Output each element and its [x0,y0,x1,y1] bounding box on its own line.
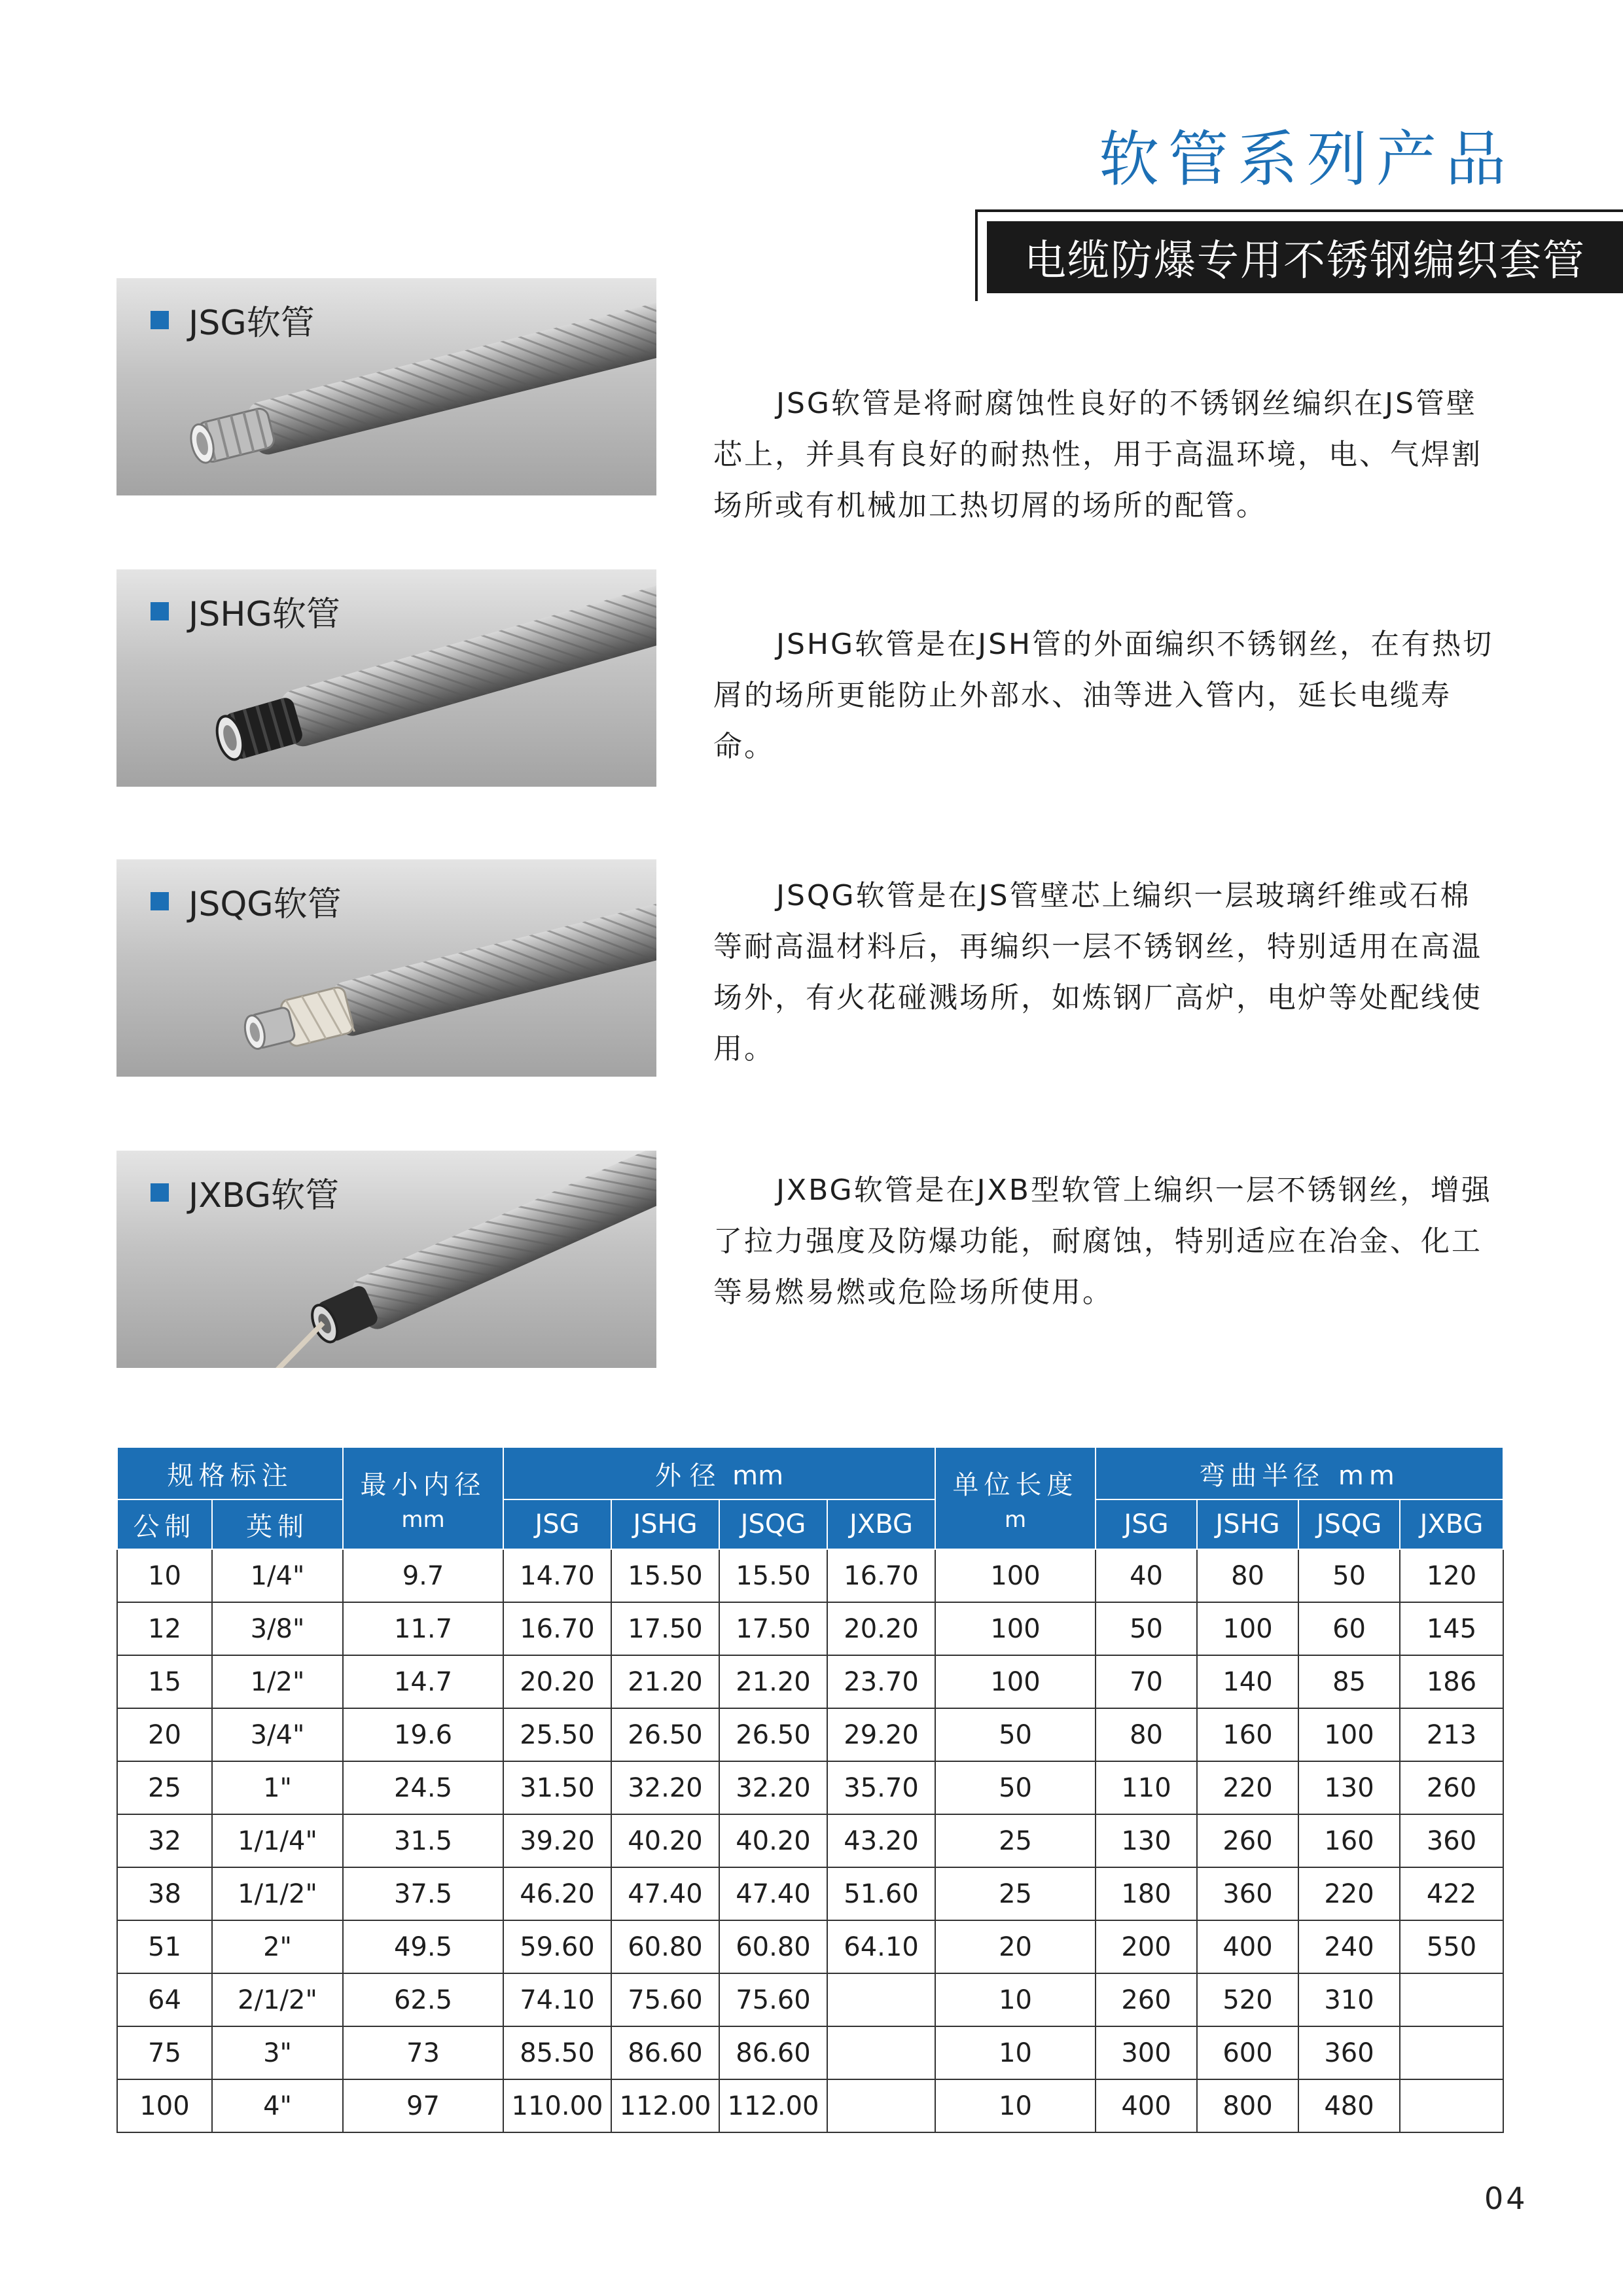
cell-imperial: 2" [212,1920,343,1973]
cell-outer-jsg: 59.60 [503,1920,611,1973]
header-bend-jxbg: JXBG [1400,1499,1503,1549]
product-photo-jshg [116,569,656,787]
cell-bend-jshg: 600 [1197,2026,1298,2079]
header-outer-jsg: JSG [503,1499,611,1549]
header-imperial: 英制 [212,1499,343,1549]
cell-imperial: 3/4" [212,1708,343,1761]
cell-bend-jsqg: 85 [1298,1655,1400,1708]
header-bend-jsqg: JSQG [1298,1499,1400,1549]
cell-bend-jshg: 80 [1197,1549,1298,1602]
cell-outer-jsg: 16.70 [503,1602,611,1655]
cell-min-inner: 62.5 [343,1973,503,2026]
cell-bend-jsg: 80 [1096,1708,1197,1761]
header-outer-diameter: 外 径 mm [503,1447,935,1499]
cell-bend-jsg: 300 [1096,2026,1197,2079]
header-bend-jsg: JSG [1096,1499,1197,1549]
cell-unit-length: 50 [935,1708,1096,1761]
cell-metric: 51 [117,1920,212,1973]
cell-min-inner: 73 [343,2026,503,2079]
product-jsqg [116,859,656,1077]
header-min-inner-unit: mm [401,1506,445,1533]
header-bend-radius: 弯曲半径 mm [1096,1447,1503,1499]
cell-bend-jsg: 70 [1096,1655,1197,1708]
table-row [117,1920,1503,1973]
cell-unit-length: 20 [935,1920,1096,1973]
cell-min-inner: 97 [343,2079,503,2132]
spec-table-body [117,1549,1503,2132]
cell-outer-jshg: 86.60 [611,2026,719,2079]
cell-unit-length: 100 [935,1602,1096,1655]
cell-unit-length: 50 [935,1761,1096,1814]
cell-outer-jxbg: 64.10 [827,1920,935,1973]
cell-bend-jxbg: 145 [1400,1602,1503,1655]
cell-bend-jsg: 260 [1096,1973,1197,2026]
cell-outer-jshg: 15.50 [611,1549,719,1602]
product-jxbg [116,1151,656,1368]
page-title: 软管系列产品 [1098,124,1515,194]
cell-bend-jshg: 360 [1197,1867,1298,1920]
cell-metric: 100 [117,2079,212,2132]
cell-outer-jsg: 74.10 [503,1973,611,2026]
cell-outer-jsqg: 40.20 [719,1814,827,1867]
cell-metric: 38 [117,1867,212,1920]
header-outer-jsqg: JSQG [719,1499,827,1549]
cell-outer-jsg: 31.50 [503,1761,611,1814]
cell-metric: 25 [117,1761,212,1814]
cell-bend-jsqg: 240 [1298,1920,1400,1973]
cell-outer-jsqg: 86.60 [719,2026,827,2079]
cell-outer-jshg: 60.80 [611,1920,719,1973]
cell-outer-jsqg: 32.20 [719,1761,827,1814]
cell-outer-jsqg: 60.80 [719,1920,827,1973]
label-bullet-icon [151,1183,169,1202]
product-photo-jxbg [116,1151,656,1368]
cell-outer-jsg: 20.20 [503,1655,611,1708]
cell-outer-jsg: 46.20 [503,1867,611,1920]
cell-imperial: 3" [212,2026,343,2079]
table-row [117,1761,1503,1814]
cell-outer-jshg: 17.50 [611,1602,719,1655]
cell-bend-jsg: 50 [1096,1602,1197,1655]
table-row [117,1973,1503,2026]
table-row [117,1814,1503,1867]
cell-bend-jxbg: 422 [1400,1867,1503,1920]
cell-min-inner: 31.5 [343,1814,503,1867]
product-description-jshg: JSHG软管是在JSH管的外面编织不锈钢丝，在有热切屑的场所更能防止外部水、油等进入管内，延长电缆寿命。 [713,628,1494,763]
product-jsg [116,278,656,495]
cell-unit-length: 10 [935,2026,1096,2079]
cell-outer-jsg: 110.00 [503,2079,611,2132]
cell-imperial: 1/4" [212,1549,343,1602]
product-label: JSQG软管 [188,885,342,924]
cell-outer-jsqg: 47.40 [719,1867,827,1920]
cell-imperial: 1/1/2" [212,1867,343,1920]
header-unit-length-label: 单位长度 [952,1469,1079,1500]
cell-outer-jxbg: 43.20 [827,1814,935,1867]
product-description-jxbg: JXBG软管是在JXB型软管上编织一层不锈钢丝，增强了拉力强度及防爆功能，耐腐蚀，特别适应在冶金、化工等易燃易燃或危险场所使用。 [713,1174,1492,1309]
table-row [117,1708,1503,1761]
cell-imperial: 1" [212,1761,343,1814]
cell-bend-jshg: 400 [1197,1920,1298,1973]
cell-min-inner: 11.7 [343,1602,503,1655]
cell-min-inner: 49.5 [343,1920,503,1973]
page-number: 04 [1484,2181,1528,2216]
product-description-jsqg: JSQG软管是在JS管壁芯上编织一层玻璃纤维或石棉等耐高温材料后，再编织一层不锈钢丝，特别适用在高温场外，有火花碰溅场所，如炼钢厂高炉，电炉等处配线使用。 [713,879,1482,1066]
table-row [117,1867,1503,1920]
cell-bend-jshg: 100 [1197,1602,1298,1655]
product-description-jsg: JSG软管是将耐腐蚀性良好的不锈钢丝编织在JS管壁芯上，并具有良好的耐热性，用于高温环境，电、气焊割场所或有机械加工热切屑的场所的配管。 [713,387,1482,522]
cell-outer-jxbg: 29.20 [827,1708,935,1761]
cell-bend-jxbg: 260 [1400,1761,1503,1814]
cell-unit-length: 25 [935,1814,1096,1867]
cell-outer-jxbg [827,2026,935,2079]
cell-outer-jshg: 47.40 [611,1867,719,1920]
cell-outer-jsg: 25.50 [503,1708,611,1761]
cell-outer-jsg: 85.50 [503,2026,611,2079]
cell-bend-jxbg [1400,1973,1503,2026]
cell-outer-jsqg: 17.50 [719,1602,827,1655]
cell-bend-jshg: 160 [1197,1708,1298,1761]
cell-outer-jshg: 21.20 [611,1655,719,1708]
product-photo-jsg [116,278,656,495]
cell-outer-jxbg: 35.70 [827,1761,935,1814]
header-min-inner [343,1447,503,1549]
cell-metric: 20 [117,1708,212,1761]
product-label: JSG软管 [188,304,315,343]
cell-outer-jsqg: 26.50 [719,1708,827,1761]
cell-bend-jxbg: 550 [1400,1920,1503,1973]
cell-outer-jxbg: 20.20 [827,1602,935,1655]
cell-bend-jsg: 400 [1096,2079,1197,2132]
cell-bend-jxbg: 213 [1400,1708,1503,1761]
cell-bend-jshg: 800 [1197,2079,1298,2132]
label-bullet-icon [151,602,169,620]
cell-outer-jsg: 39.20 [503,1814,611,1867]
table-row [117,1549,1503,1602]
cell-bend-jshg: 220 [1197,1761,1298,1814]
header-bend-jshg: JSHG [1197,1499,1298,1549]
cell-min-inner: 24.5 [343,1761,503,1814]
header-unit-length [935,1447,1096,1549]
cell-bend-jxbg [1400,2026,1503,2079]
cell-outer-jsqg: 15.50 [719,1549,827,1602]
cell-outer-jshg: 26.50 [611,1708,719,1761]
cell-bend-jsqg: 50 [1298,1549,1400,1602]
cell-unit-length: 100 [935,1549,1096,1602]
cell-outer-jsg: 14.70 [503,1549,611,1602]
cell-bend-jsqg: 100 [1298,1708,1400,1761]
cell-bend-jsqg: 220 [1298,1867,1400,1920]
cell-bend-jsg: 110 [1096,1761,1197,1814]
cell-bend-jsg: 130 [1096,1814,1197,1867]
cell-min-inner: 19.6 [343,1708,503,1761]
cell-outer-jshg: 40.20 [611,1814,719,1867]
table-row [117,1602,1503,1655]
cell-bend-jsg: 180 [1096,1867,1197,1920]
cell-metric: 12 [117,1602,212,1655]
cell-unit-length: 25 [935,1867,1096,1920]
product-photo-jsqg [116,859,656,1077]
cell-bend-jsqg: 360 [1298,2026,1400,2079]
cell-bend-jsg: 200 [1096,1920,1197,1973]
table-row [117,2079,1503,2132]
cell-unit-length: 10 [935,2079,1096,2132]
cell-imperial: 4" [212,2079,343,2132]
cell-metric: 75 [117,2026,212,2079]
cell-outer-jshg: 75.60 [611,1973,719,2026]
subtitle-banner [975,209,1623,301]
cell-outer-jxbg: 16.70 [827,1549,935,1602]
cell-outer-jsqg: 75.60 [719,1973,827,2026]
cell-unit-length: 100 [935,1655,1096,1708]
cell-imperial: 1/2" [212,1655,343,1708]
label-bullet-icon [151,311,169,329]
cell-imperial: 2/1/2" [212,1973,343,2026]
header-metric: 公制 [117,1499,212,1549]
cell-imperial: 3/8" [212,1602,343,1655]
cell-outer-jxbg [827,1973,935,2026]
cell-bend-jsqg: 160 [1298,1814,1400,1867]
cell-bend-jsqg: 310 [1298,1973,1400,2026]
cell-outer-jshg: 32.20 [611,1761,719,1814]
label-bullet-icon [151,892,169,910]
cell-outer-jxbg: 51.60 [827,1867,935,1920]
cell-outer-jsqg: 21.20 [719,1655,827,1708]
cell-min-inner: 9.7 [343,1549,503,1602]
table-row [117,2026,1503,2079]
subtitle-text: 电缆防爆专用不锈钢编织套管 [1024,237,1586,285]
cell-imperial: 1/1/4" [212,1814,343,1867]
header-outer-jshg: JSHG [611,1499,719,1549]
header-unit-length-unit: m [1004,1506,1027,1533]
header-outer-jxbg: JXBG [827,1499,935,1549]
cell-bend-jsg: 40 [1096,1549,1197,1602]
cell-outer-jsqg: 112.00 [719,2079,827,2132]
cell-bend-jshg: 520 [1197,1973,1298,2026]
cell-bend-jsqg: 480 [1298,2079,1400,2132]
cell-bend-jsqg: 60 [1298,1602,1400,1655]
cell-metric: 32 [117,1814,212,1867]
header-spec: 规格标注 [117,1447,343,1499]
cell-min-inner: 14.7 [343,1655,503,1708]
product-label: JXBG软管 [188,1176,340,1215]
cell-metric: 15 [117,1655,212,1708]
cell-min-inner: 37.5 [343,1867,503,1920]
product-label: JSHG软管 [188,595,340,634]
product-jshg [116,569,656,787]
cell-outer-jshg: 112.00 [611,2079,719,2132]
table-row [117,1655,1503,1708]
cell-outer-jxbg [827,2079,935,2132]
cell-bend-jxbg: 360 [1400,1814,1503,1867]
spec-table [116,1446,1504,2133]
cell-bend-jxbg: 186 [1400,1655,1503,1708]
cell-bend-jsqg: 130 [1298,1761,1400,1814]
cell-outer-jxbg: 23.70 [827,1655,935,1708]
cell-unit-length: 10 [935,1973,1096,2026]
cell-bend-jxbg [1400,2079,1503,2132]
cell-bend-jshg: 140 [1197,1655,1298,1708]
cell-metric: 10 [117,1549,212,1602]
cell-metric: 64 [117,1973,212,2026]
header-min-inner-label: 最小内径 [360,1469,486,1500]
cell-bend-jshg: 260 [1197,1814,1298,1867]
cell-bend-jxbg: 120 [1400,1549,1503,1602]
